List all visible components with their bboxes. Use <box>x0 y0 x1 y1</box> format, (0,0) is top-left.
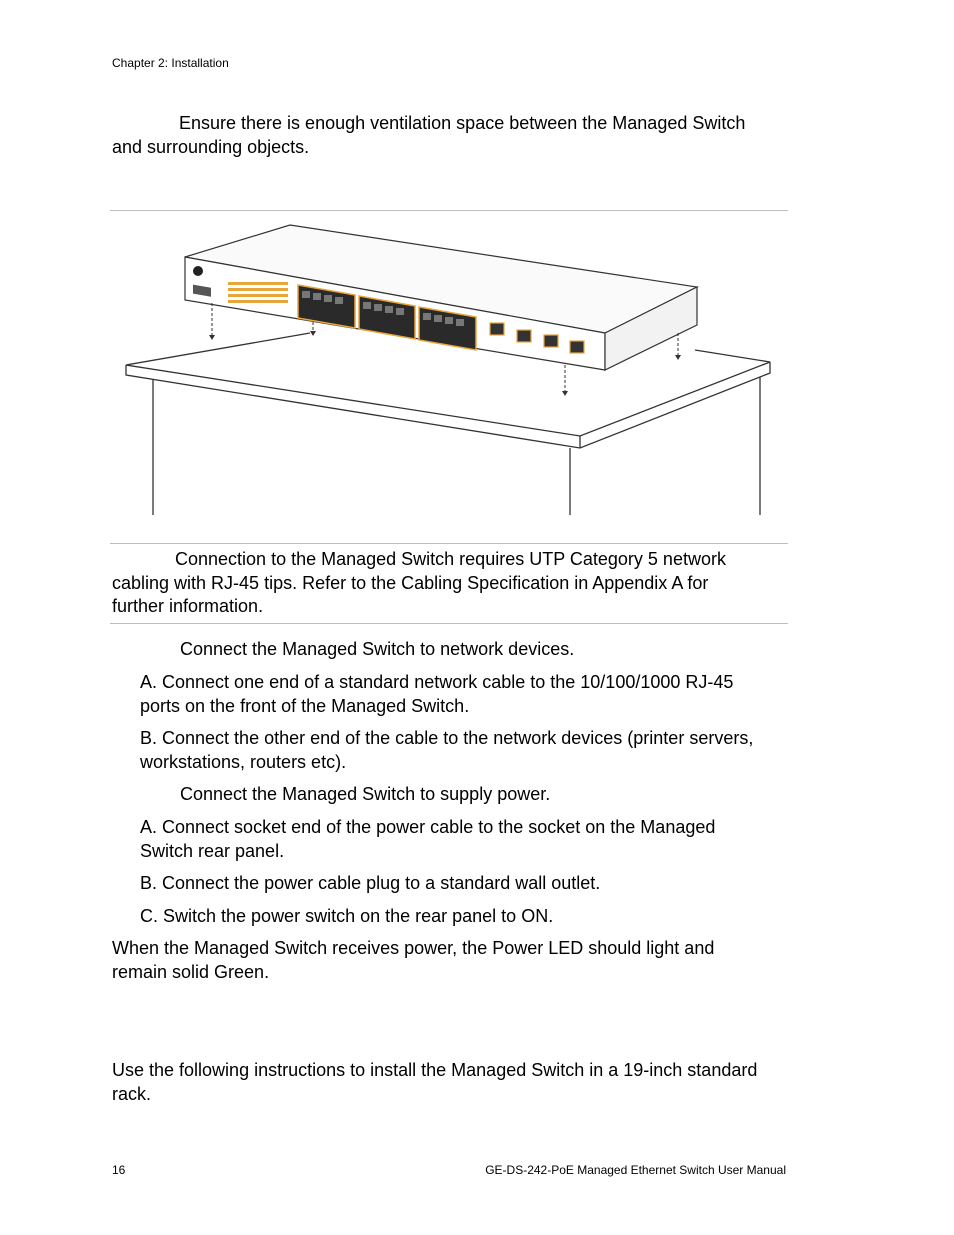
note-line-3: further information. <box>112 596 264 616</box>
step-power-a <box>140 816 820 863</box>
table-illustration <box>126 327 770 525</box>
step-power-a-line-1: A. Connect socket end of the power cable to the socket on the Managed <box>140 817 716 837</box>
note-top-rule <box>110 543 788 544</box>
note-bottom-rule <box>110 623 788 624</box>
cabling-note <box>112 548 812 619</box>
step-network-a-line-1: A. Connect one end of a standard network cable to the 10/100/1000 RJ-45 <box>140 672 734 692</box>
power-result-line-2: remain solid Green. <box>112 961 270 982</box>
rack-line-1: Use the following instructions to install the Managed Switch in a 19-inch standard <box>112 1060 758 1080</box>
step-network-a-line-2: ports on the front of the Managed Switch. <box>140 695 470 716</box>
manual-title: GE-DS-242-PoE Managed Ethernet Switch User Manual <box>485 1163 786 1177</box>
power-result-line-1: When the Managed Switch receives power, the Power LED should light and <box>112 938 715 958</box>
ventilation-line-2: and surrounding objects. <box>112 136 310 157</box>
ventilation-line-1: Ensure there is enough ventilation space between the Managed Switch <box>179 113 746 133</box>
note-line-2: cabling with RJ-45 tips. Refer to the Cabling Specification in Appendix A for <box>112 572 709 593</box>
power-result-paragraph <box>112 937 812 984</box>
page-number: 16 <box>112 1163 126 1177</box>
rack-line-2: rack. <box>112 1083 152 1104</box>
step-network-title: Connect the Managed Switch to network devices. <box>180 639 575 659</box>
step-network-b <box>140 727 820 774</box>
step-network-b-line-2: workstations, routers etc). <box>140 751 347 772</box>
ventilation-paragraph <box>112 112 812 159</box>
chapter-header: Chapter 2: Installation <box>112 56 229 70</box>
step-power-a-line-2: Switch rear panel. <box>140 840 285 861</box>
rack-paragraph <box>112 1059 812 1106</box>
step-power-c: C. Switch the power switch on the rear panel to ON. <box>140 906 554 926</box>
figure-top-rule <box>110 210 788 211</box>
step-network-a <box>140 671 820 718</box>
switch-desktop-figure <box>110 215 788 525</box>
note-line-1: Connection to the Managed Switch requires UTP Category 5 network <box>175 549 726 569</box>
step-network-b-line-1: B. Connect the other end of the cable to the network devices (printer servers, <box>140 728 754 748</box>
step-power-b: B. Connect the power cable plug to a standard wall outlet. <box>140 873 601 893</box>
step-power-title: Connect the Managed Switch to supply power. <box>180 784 551 804</box>
